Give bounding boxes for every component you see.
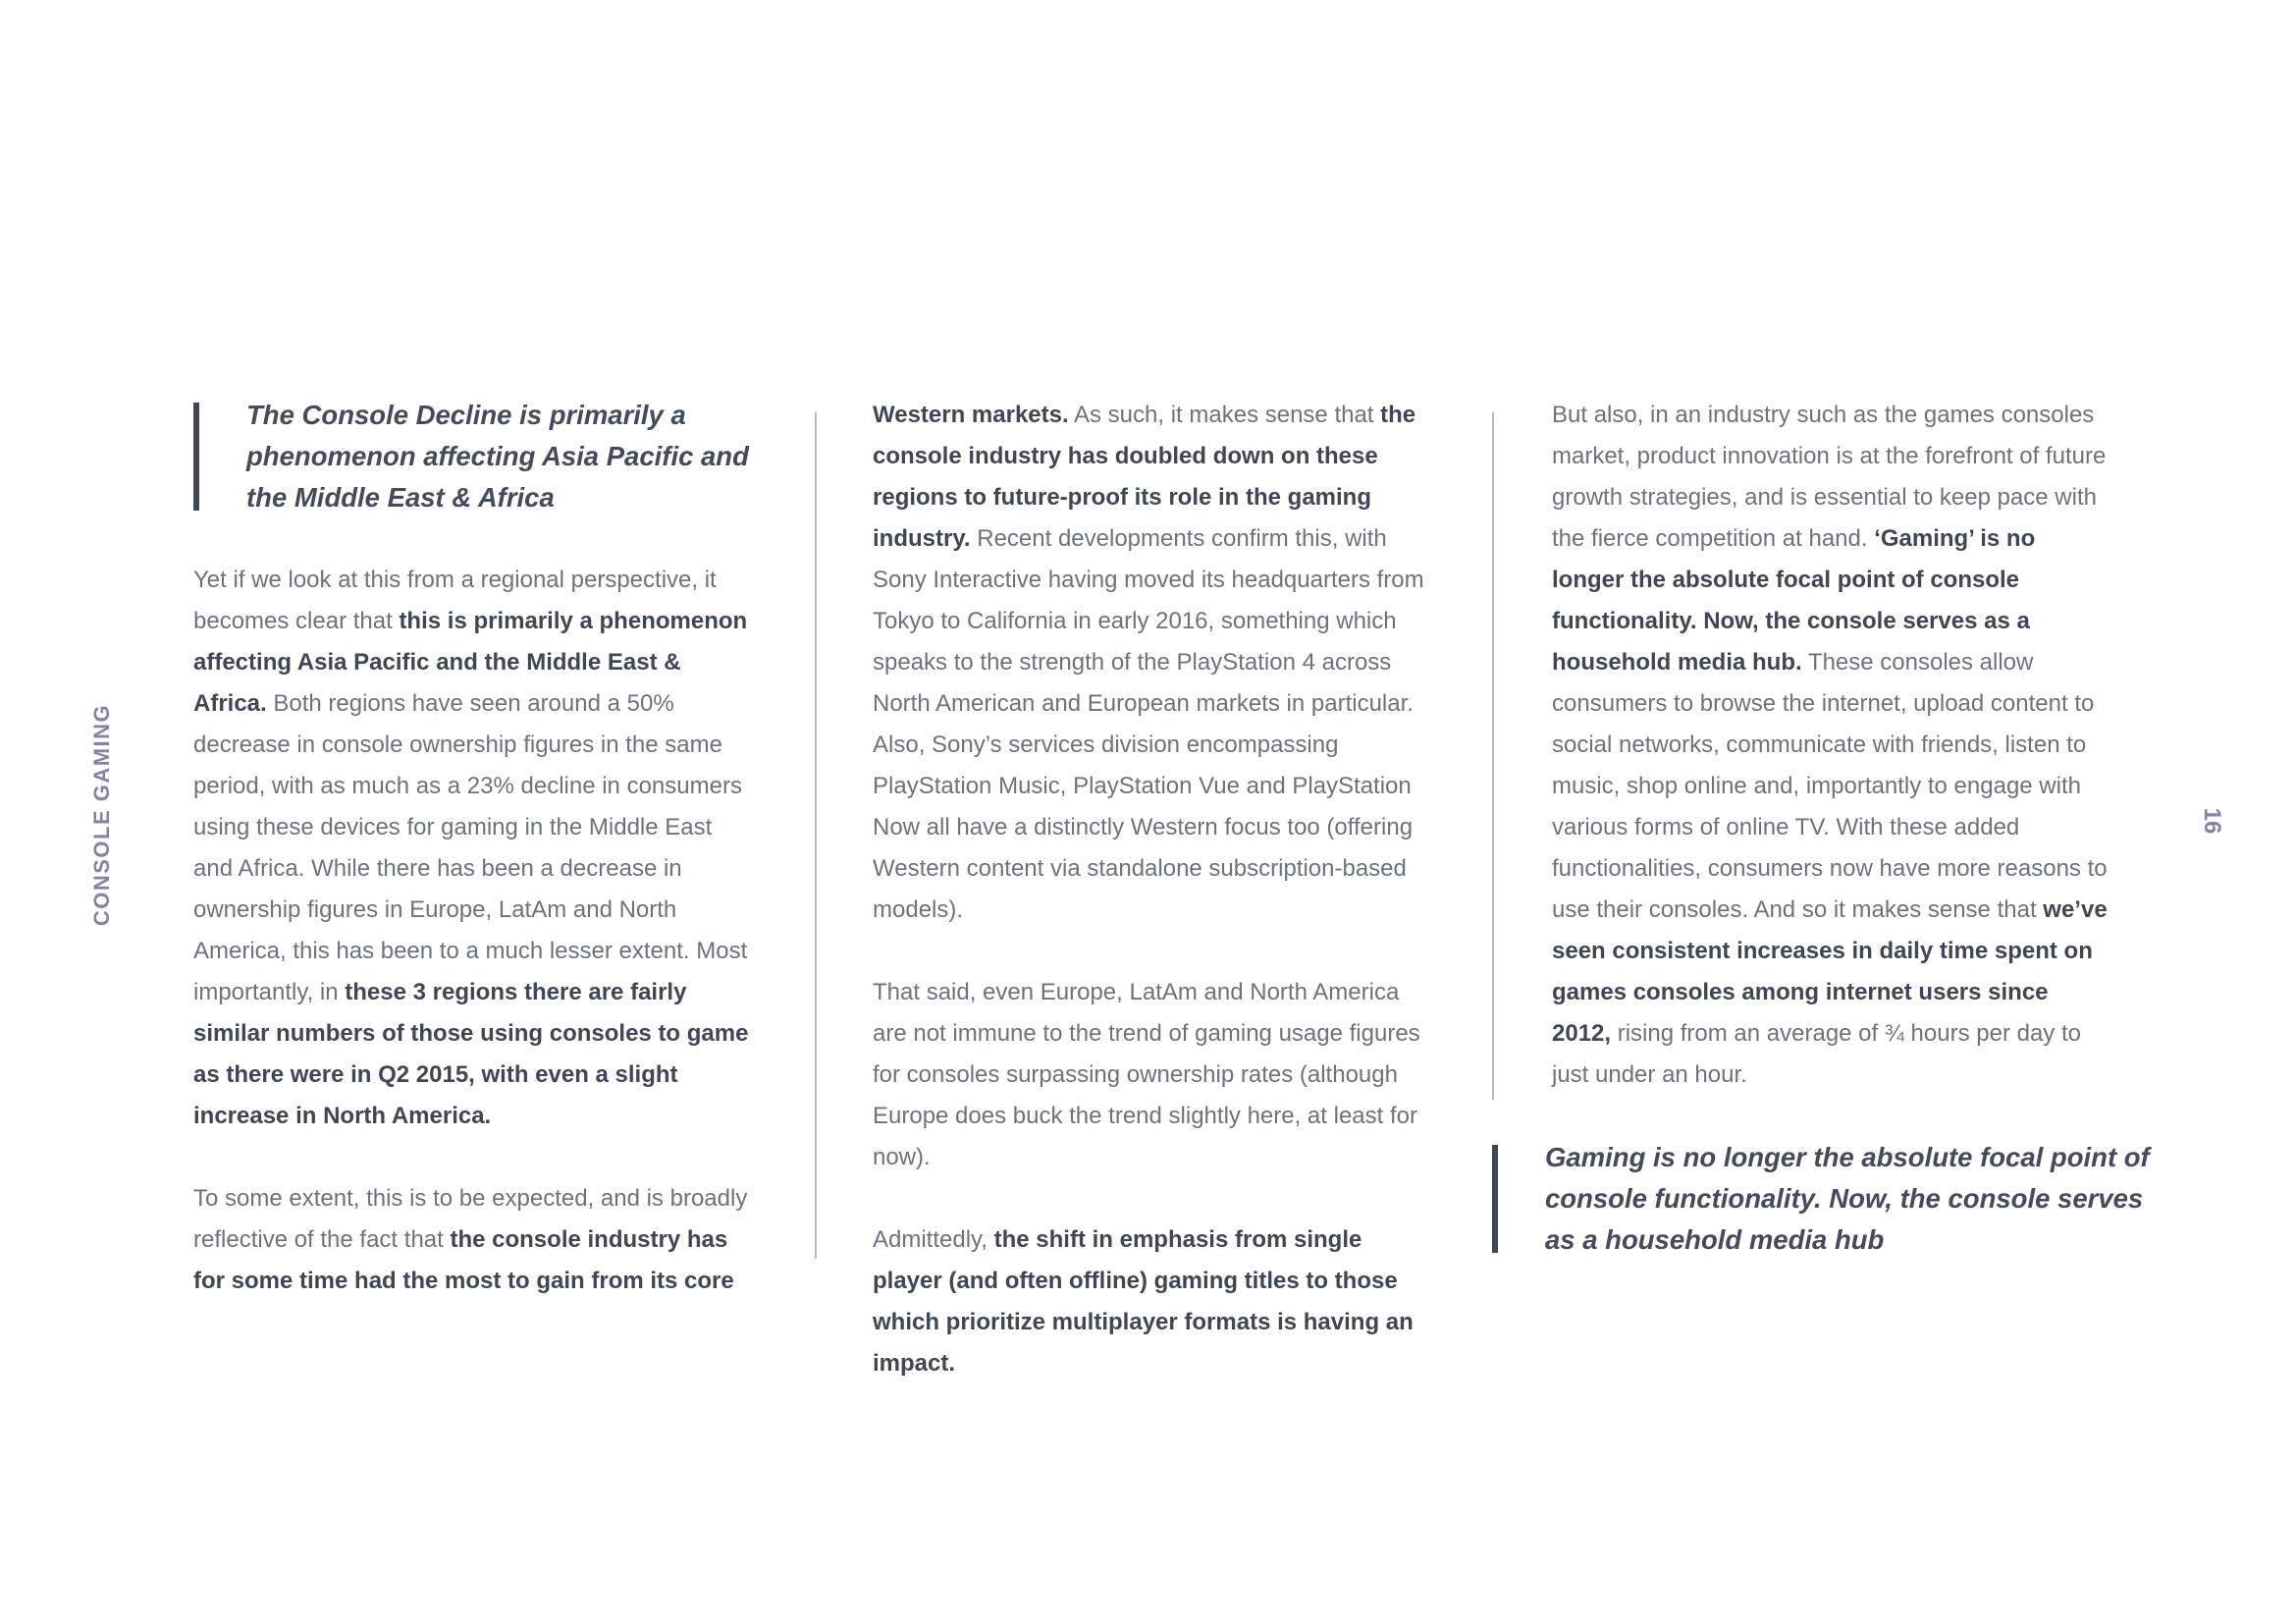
body-text-bold: these 3 regions there are fairly similar numbers of those using consoles to game as there were in Q2 2015, with even a slight increase in North America.: [193, 979, 749, 1129]
body-text-bold: we’ve seen consistent increases in daily time spent on games consoles among internet users since 2012,: [1552, 896, 2108, 1047]
body-text: That said, even Europe, LatAm and North America are not immune to the trend of gaming usage figures for consoles surpassing ownership rates (although Europe does buck the trend slightly here, at least for now).: [873, 979, 1420, 1170]
body-text-bold: the console industry has doubled down on these regions to future-proof its role in the gaming industry.: [873, 402, 1416, 552]
body-text: Recent developments confirm this, with Sony Interactive having moved its headquarters from Tokyo to California in early 2016, something which speaks to the strength of the PlayStation 4 across North American and European markets in particular. Also, Sony’s services division encompassing PlayStation Music, PlayStation Vue and PlayStation Now all have a distinctly Western focus too (offering Western content via standalone subscription-based models).: [873, 525, 1424, 923]
body-paragraph: [193, 1178, 753, 1302]
body-text: These consoles allow consumers to browse the internet, upload content to social networks, communicate with friends, listen to music, shop online and, importantly to engage with various forms of online TV. With these added functionalities, consumers now have more reasons to use their consoles. And so it makes sense that: [1552, 649, 2108, 923]
pull-quote-bar: [193, 403, 199, 511]
body-text: As such, it makes sense that: [1068, 402, 1381, 428]
body-text-bold: the shift in emphasis from single player (and often offline) gaming titles to those which prioritize multiplayer formats is having an impact.: [873, 1226, 1414, 1377]
column-3: [1552, 395, 2111, 1137]
body-text-bold: this is primarily a phenomenon affecting Asia Pacific and the Middle East & Africa.: [193, 608, 748, 717]
body-text: But also, in an industry such as the games consoles market, product innovation is at the forefront of future growth strategies, and is essential to keep pace with the fierce competition at hand.: [1552, 402, 2107, 552]
column-divider: [1492, 412, 1494, 1100]
pull-quote-text: Gaming is no longer the absolute focal point of console functionality. Now, the console serves as a household media hub: [1545, 1142, 2150, 1255]
column-1: [193, 395, 753, 1343]
column-2: [873, 395, 1432, 1426]
page-number: 16: [2199, 807, 2225, 835]
body-text: Yet if we look at this from a regional perspective, it becomes clear that: [193, 567, 717, 634]
pull-quote-text: The Console Decline is primarily a phenomenon affecting Asia Pacific and the Middle East & Africa: [246, 400, 749, 513]
body-paragraph: [873, 1219, 1432, 1384]
pull-quote-bar: [1492, 1145, 1498, 1253]
pull-quote: [1492, 1137, 2173, 1261]
body-text-bold: ‘Gaming’ is no longer the absolute focal point of console functionality. Now, the console serves as a household media hub.: [1552, 525, 2036, 676]
body-text: Both regions have seen around a 50% decrease in console ownership figures in the same period, with as much as a 23% decline in consumers using these devices for gaming in the Middle East and Africa. While there has been a decrease in ownership figures in Europe, LatAm and North America, this has been to a much lesser extent. Most importantly, in: [193, 690, 748, 1005]
body-paragraph: [193, 560, 753, 1137]
section-label: CONSOLE GAMING: [89, 703, 114, 927]
body-text: rising from an average of ¾ hours per day to just under an hour.: [1552, 1020, 2081, 1088]
body-text: To some extent, this is to be expected, and is broadly reflective of the fact that: [193, 1185, 748, 1253]
body-paragraph: [873, 972, 1432, 1178]
column-divider: [815, 412, 817, 1259]
body-paragraph: [873, 395, 1432, 931]
body-text-bold: Western markets.: [873, 402, 1069, 428]
body-text-bold: the console industry has for some time had the most to gain from its core: [193, 1226, 734, 1294]
body-paragraph: [1552, 395, 2111, 1096]
body-text: Admittedly,: [873, 1226, 994, 1253]
pull-quote: [193, 395, 753, 518]
